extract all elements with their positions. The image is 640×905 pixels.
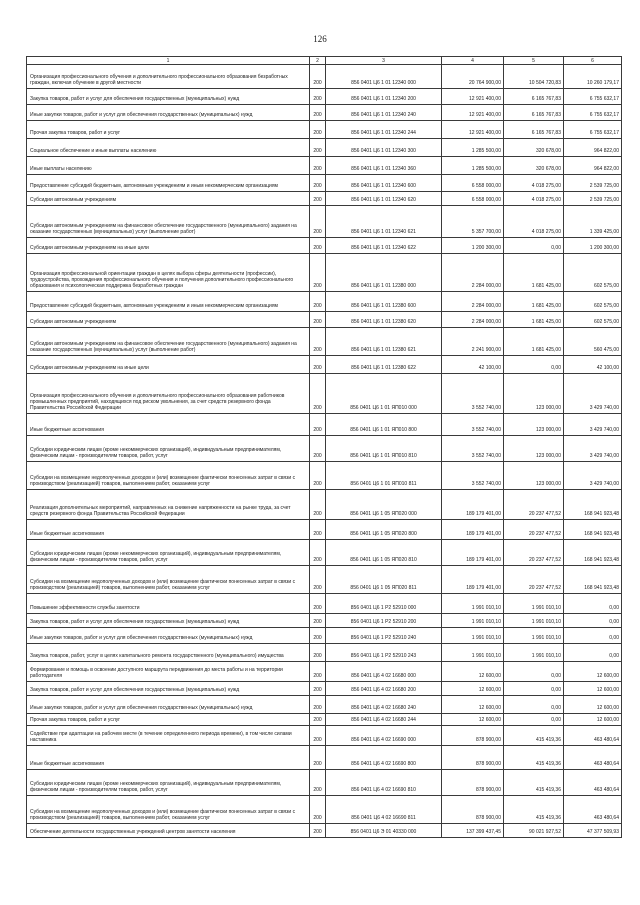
row-value-4-cell: 189 179 401,00 [442, 490, 504, 520]
table-row [27, 566, 622, 594]
row-value-4-cell: 878 900,00 [442, 746, 504, 770]
row-code-cell: 856 0401 Ц6 1 Р2 52910 000 [326, 594, 442, 614]
row-value-5-cell: 415 419,36 [504, 796, 564, 824]
row-column-2-cell: 200 [310, 770, 326, 796]
table-row [27, 157, 622, 175]
row-value-4-cell: 137 399 437,45 [442, 824, 504, 838]
row-column-2-cell: 200 [310, 644, 326, 662]
row-value-5-cell: 0,00 [504, 714, 564, 726]
header-cell-6: 6 [564, 57, 622, 65]
row-value-4-cell: 2 284 000,00 [442, 254, 504, 292]
row-value-6-cell: 463 480,64 [564, 770, 622, 796]
row-value-4-cell: 20 764 900,00 [442, 65, 504, 89]
row-value-6-cell: 168 941 923,48 [564, 540, 622, 566]
row-value-5-cell: 20 237 477,52 [504, 540, 564, 566]
row-name-cell: Субсидии автономным учреждениям на иные цели [27, 238, 310, 254]
row-value-4-cell: 3 552 740,00 [442, 462, 504, 490]
row-value-4-cell: 12 921 400,00 [442, 89, 504, 105]
row-value-5-cell: 123 000,00 [504, 414, 564, 436]
table-row [27, 696, 622, 714]
row-value-4-cell: 12 600,00 [442, 662, 504, 682]
table-row [27, 614, 622, 628]
row-value-6-cell: 47 377 509,93 [564, 824, 622, 838]
table-row [27, 139, 622, 157]
row-value-5-cell: 415 419,36 [504, 726, 564, 746]
row-value-6-cell: 168 941 923,48 [564, 490, 622, 520]
row-code-cell: 856 0401 Ц6 1 01 12340 620 [326, 192, 442, 206]
page-number: 126 [313, 34, 327, 44]
table-row [27, 796, 622, 824]
row-value-4-cell: 2 284 000,00 [442, 292, 504, 312]
row-value-4-cell: 189 179 401,00 [442, 566, 504, 594]
row-name-cell: Формирование и помощь в освоении доступного маршрута передвижения до места работы и на территории работодателя [27, 662, 310, 682]
row-code-cell: 856 0401 Ц6 1 01 12340 240 [326, 105, 442, 121]
table-row [27, 312, 622, 328]
row-value-5-cell: 20 237 477,52 [504, 490, 564, 520]
row-value-4-cell: 878 900,00 [442, 770, 504, 796]
row-code-cell: 856 0401 Ц6 1 05 ЯП020 810 [326, 540, 442, 566]
table-row [27, 436, 622, 462]
table-row [27, 65, 622, 89]
table-row [27, 462, 622, 490]
row-code-cell: 856 0401 Ц6 4 02 16690 800 [326, 746, 442, 770]
row-value-4-cell: 3 552 740,00 [442, 374, 504, 414]
table-row [27, 414, 622, 436]
row-value-6-cell: 12 600,00 [564, 682, 622, 696]
row-value-6-cell: 2 539 725,00 [564, 192, 622, 206]
header-cell-3: 3 [326, 57, 442, 65]
row-code-cell: 856 0401 Ц6 4 02 16680 240 [326, 696, 442, 714]
row-value-6-cell: 6 755 632,17 [564, 89, 622, 105]
row-column-2-cell: 200 [310, 746, 326, 770]
row-column-2-cell: 200 [310, 105, 326, 121]
row-column-2-cell: 200 [310, 566, 326, 594]
table-row [27, 824, 622, 838]
row-column-2-cell: 200 [310, 714, 326, 726]
table-row [27, 628, 622, 644]
table-row [27, 746, 622, 770]
row-code-cell: 856 0401 Ц6 1 01 ЯП010 800 [326, 414, 442, 436]
row-value-6-cell: 0,00 [564, 644, 622, 662]
row-code-cell: 856 0401 Ц6 1 01 12340 244 [326, 121, 442, 139]
row-value-6-cell: 3 429 740,00 [564, 374, 622, 414]
row-column-2-cell: 200 [310, 121, 326, 139]
row-column-2-cell: 200 [310, 89, 326, 105]
row-value-6-cell: 168 941 923,48 [564, 566, 622, 594]
row-name-cell: Содействие при адаптации на рабочем месте (в течение определенного периода времени), в том числе силами наставника [27, 726, 310, 746]
row-code-cell: 856 0401 Ц6 4 02 16680 200 [326, 682, 442, 696]
row-value-5-cell: 123 000,00 [504, 374, 564, 414]
row-column-2-cell: 200 [310, 139, 326, 157]
row-value-6-cell: 42 100,00 [564, 356, 622, 374]
header-cell-1: 1 [27, 57, 310, 65]
table-row [27, 682, 622, 696]
row-column-2-cell: 200 [310, 328, 326, 356]
table-header-row [27, 57, 622, 65]
row-value-5-cell: 320 678,00 [504, 139, 564, 157]
table-row [27, 89, 622, 105]
row-value-4-cell: 5 357 700,00 [442, 206, 504, 238]
row-code-cell: 856 0401 Ц6 1 01 12340 600 [326, 175, 442, 192]
table-row [27, 356, 622, 374]
table-row [27, 520, 622, 540]
row-name-cell: Прочая закупка товаров, работ и услуг [27, 714, 310, 726]
table-row [27, 594, 622, 614]
table-row [27, 105, 622, 121]
row-value-5-cell: 0,00 [504, 696, 564, 714]
row-column-2-cell: 200 [310, 614, 326, 628]
row-value-6-cell: 3 429 740,00 [564, 462, 622, 490]
row-column-2-cell: 200 [310, 157, 326, 175]
row-value-6-cell: 0,00 [564, 594, 622, 614]
row-value-6-cell: 12 600,00 [564, 696, 622, 714]
row-value-4-cell: 1 285 500,00 [442, 139, 504, 157]
row-code-cell: 856 0401 Ц6 1 01 12340 621 [326, 206, 442, 238]
row-code-cell: 856 0401 Ц6 4 02 16690 000 [326, 726, 442, 746]
table-row [27, 540, 622, 566]
row-value-4-cell: 1 991 010,10 [442, 644, 504, 662]
row-code-cell: 856 0401 Ц6 1 01 ЯП010 810 [326, 436, 442, 462]
row-code-cell: 856 0401 Ц6 1 01 12380 620 [326, 312, 442, 328]
row-code-cell: 856 0401 Ц6 1 01 12340 200 [326, 89, 442, 105]
table-row [27, 726, 622, 746]
row-value-6-cell: 12 600,00 [564, 714, 622, 726]
row-value-4-cell: 189 179 401,00 [442, 520, 504, 540]
row-column-2-cell: 200 [310, 520, 326, 540]
row-value-5-cell: 1 991 010,10 [504, 614, 564, 628]
table-row [27, 238, 622, 254]
row-name-cell: Субсидии юридическим лицам (кроме некоммерческих организаций), индивидуальным предпринимателям, физическим лицам - производителям товаров, работ, услуг [27, 770, 310, 796]
row-value-4-cell: 1 991 010,10 [442, 614, 504, 628]
row-value-4-cell: 2 284 000,00 [442, 312, 504, 328]
row-value-4-cell: 12 600,00 [442, 682, 504, 696]
row-value-5-cell: 6 165 767,83 [504, 105, 564, 121]
row-code-cell: 856 0401 Ц6 1 05 ЯП020 800 [326, 520, 442, 540]
row-value-6-cell: 463 480,64 [564, 726, 622, 746]
table-row [27, 121, 622, 139]
row-value-5-cell: 415 419,36 [504, 746, 564, 770]
row-column-2-cell: 200 [310, 682, 326, 696]
row-value-6-cell: 0,00 [564, 614, 622, 628]
row-code-cell: 856 0401 Ц6 1 01 ЯП010 811 [326, 462, 442, 490]
row-value-5-cell: 10 504 720,83 [504, 65, 564, 89]
row-column-2-cell: 200 [310, 824, 326, 838]
row-value-5-cell: 1 681 425,00 [504, 292, 564, 312]
row-value-4-cell: 12 600,00 [442, 696, 504, 714]
row-value-6-cell: 1 200 300,00 [564, 238, 622, 254]
row-code-cell: 856 0401 Ц6 1 01 12340 360 [326, 157, 442, 175]
row-value-5-cell: 4 018 275,00 [504, 192, 564, 206]
row-value-5-cell: 0,00 [504, 662, 564, 682]
row-column-2-cell: 200 [310, 254, 326, 292]
row-name-cell: Субсидии автономным учреждениям на иные цели [27, 356, 310, 374]
row-value-5-cell: 123 000,00 [504, 436, 564, 462]
row-column-2-cell: 200 [310, 628, 326, 644]
row-value-5-cell: 320 678,00 [504, 157, 564, 175]
row-value-4-cell: 1 991 010,10 [442, 628, 504, 644]
row-value-6-cell: 6 755 632,17 [564, 105, 622, 121]
row-column-2-cell: 200 [310, 726, 326, 746]
row-value-6-cell: 12 600,00 [564, 662, 622, 682]
row-value-6-cell: 168 941 923,48 [564, 520, 622, 540]
row-column-2-cell: 200 [310, 414, 326, 436]
row-column-2-cell: 200 [310, 175, 326, 192]
row-name-cell: Иные бюджетные ассигнования [27, 520, 310, 540]
row-column-2-cell: 200 [310, 356, 326, 374]
row-name-cell: Организация профессионального обучения и дополнительного профессионального образования работников промышленных предприятий, находящихся под риском увольнения, за счет средств резервного фонда Правительства Российской Федерации [27, 374, 310, 414]
row-code-cell: 856 0401 Ц6 4 02 16690 811 [326, 796, 442, 824]
row-column-2-cell: 200 [310, 462, 326, 490]
table-row [27, 192, 622, 206]
row-name-cell: Закупка товаров, работ и услуг для обеспечения государственных (муниципальных) нужд [27, 89, 310, 105]
row-value-4-cell: 6 558 000,00 [442, 192, 504, 206]
table-row [27, 490, 622, 520]
row-code-cell: 856 0401 Ц6 1 05 ЯП020 000 [326, 490, 442, 520]
row-column-2-cell: 200 [310, 696, 326, 714]
row-value-6-cell: 10 260 179,17 [564, 65, 622, 89]
row-value-4-cell: 12 921 400,00 [442, 105, 504, 121]
row-code-cell: 856 0401 Ц6 1 Р2 52910 240 [326, 628, 442, 644]
budget-table [26, 56, 622, 838]
row-name-cell: Иные закупки товаров, работ и услуг для обеспечения государственных (муниципальных) нужд [27, 696, 310, 714]
row-code-cell: 856 0401 Ц6 4 02 16680 000 [326, 662, 442, 682]
row-name-cell: Обеспечение деятельности государственных учреждений центров занятости населения [27, 824, 310, 838]
row-value-5-cell: 1 681 425,00 [504, 312, 564, 328]
row-column-2-cell: 200 [310, 540, 326, 566]
table-row [27, 662, 622, 682]
row-name-cell: Субсидии на возмещение недополученных доходов и (или) возмещение фактически понесенных затрат в связи с производством (реализацией) товаров, выполнением работ, оказанием услуг [27, 566, 310, 594]
row-value-4-cell: 1 285 500,00 [442, 157, 504, 175]
row-name-cell: Закупка товаров, работ и услуг для обеспечения государственных (муниципальных) нужд [27, 682, 310, 696]
row-name-cell: Иные закупки товаров, работ и услуг для обеспечения государственных (муниципальных) нужд [27, 105, 310, 121]
row-name-cell: Предоставление субсидий бюджетным, автономным учреждениям и иным некоммерческим организациям [27, 292, 310, 312]
row-value-5-cell: 4 018 275,00 [504, 206, 564, 238]
row-code-cell: 856 0401 Ц6 1 05 ЯП020 811 [326, 566, 442, 594]
table-row [27, 770, 622, 796]
row-column-2-cell: 200 [310, 292, 326, 312]
row-value-4-cell: 878 900,00 [442, 726, 504, 746]
row-column-2-cell: 200 [310, 238, 326, 254]
row-value-6-cell: 6 755 632,17 [564, 121, 622, 139]
table-row [27, 175, 622, 192]
table-row [27, 644, 622, 662]
row-name-cell: Субсидии на возмещение недополученных доходов и (или) возмещение фактически понесенных затрат в связи с производством (реализацией) товаров, выполнением работ, оказанием услуг [27, 796, 310, 824]
row-value-5-cell: 0,00 [504, 356, 564, 374]
row-code-cell: 856 0401 Ц6 1 01 12380 600 [326, 292, 442, 312]
row-value-4-cell: 878 900,00 [442, 796, 504, 824]
row-value-4-cell: 189 179 401,00 [442, 540, 504, 566]
row-value-4-cell: 1 991 010,10 [442, 594, 504, 614]
row-value-6-cell: 964 822,00 [564, 157, 622, 175]
row-value-5-cell: 20 237 477,52 [504, 520, 564, 540]
row-value-4-cell: 3 552 740,00 [442, 414, 504, 436]
row-name-cell: Предоставление субсидий бюджетным, автономным учреждениям и иным некоммерческим организациям [27, 175, 310, 192]
row-value-5-cell: 0,00 [504, 682, 564, 696]
table-row [27, 254, 622, 292]
row-value-4-cell: 3 552 740,00 [442, 436, 504, 462]
table-row [27, 714, 622, 726]
header-cell-4: 4 [442, 57, 504, 65]
row-value-6-cell: 602 575,00 [564, 254, 622, 292]
row-code-cell: 856 0401 Ц6 1 01 12380 621 [326, 328, 442, 356]
row-name-cell: Организация профессиональной ориентации граждан в целях выбора сферы деятельности (профессии), трудоустройства, прохождения профессионального обучения и получения дополнительного профессионального образования и психологическая поддержка безработных граждан [27, 254, 310, 292]
row-name-cell: Организация профессионального обучения и дополнительного профессионального образования безработных граждан, включая обучение в другой местности [27, 65, 310, 89]
row-value-4-cell: 1 200 300,00 [442, 238, 504, 254]
row-name-cell: Субсидии автономным учреждениям [27, 312, 310, 328]
row-name-cell: Субсидии юридическим лицам (кроме некоммерческих организаций), индивидуальным предпринимателям, физическим лицам - производителям товаров, работ, услуг [27, 540, 310, 566]
row-value-5-cell: 4 018 275,00 [504, 175, 564, 192]
row-value-4-cell: 2 241 900,00 [442, 328, 504, 356]
row-value-6-cell: 2 539 725,00 [564, 175, 622, 192]
row-value-6-cell: 964 822,00 [564, 139, 622, 157]
row-name-cell: Закупка товаров, работ, услуг в целях капитального ремонта государственного (муниципального) имущества [27, 644, 310, 662]
row-value-5-cell: 1 681 425,00 [504, 254, 564, 292]
row-code-cell: 856 0401 Ц6 4 02 16690 810 [326, 770, 442, 796]
row-name-cell: Реализация дополнительных мероприятий, направленных на снижение напряженности на рынке труда, за счет средств резервного фонда Правительства Российской Федерации [27, 490, 310, 520]
row-code-cell: 856 0401 Ц6 1 Р2 52910 200 [326, 614, 442, 628]
row-name-cell: Иные закупки товаров, работ и услуг для обеспечения государственных (муниципальных) нужд [27, 628, 310, 644]
row-value-6-cell: 0,00 [564, 628, 622, 644]
row-value-6-cell: 1 339 425,00 [564, 206, 622, 238]
row-value-5-cell: 6 165 767,83 [504, 89, 564, 105]
header-cell-5: 5 [504, 57, 564, 65]
row-code-cell: 856 0401 Ц6 Э 01 40330 000 [326, 824, 442, 838]
row-column-2-cell: 200 [310, 490, 326, 520]
row-column-2-cell: 200 [310, 594, 326, 614]
row-name-cell: Социальное обеспечение и иные выплаты населению [27, 139, 310, 157]
row-value-6-cell: 560 475,00 [564, 328, 622, 356]
table-row [27, 374, 622, 414]
row-name-cell: Субсидии автономным учреждениям на финансовое обеспечение государственного (муниципального) задания на оказание государственных (муниципальных) услуг (выполнение работ) [27, 206, 310, 238]
row-code-cell: 856 0401 Ц6 1 Р2 52910 243 [326, 644, 442, 662]
row-code-cell: 856 0401 Ц6 1 01 12340 622 [326, 238, 442, 254]
row-name-cell: Иные выплаты населению [27, 157, 310, 175]
table-body [27, 65, 622, 838]
table-row [27, 206, 622, 238]
row-column-2-cell: 200 [310, 374, 326, 414]
row-column-2-cell: 200 [310, 192, 326, 206]
row-name-cell: Иные бюджетные ассигнования [27, 414, 310, 436]
row-name-cell: Иные бюджетные ассигнования [27, 746, 310, 770]
row-column-2-cell: 200 [310, 436, 326, 462]
row-code-cell: 856 0401 Ц6 1 01 12340 300 [326, 139, 442, 157]
header-cell-2: 2 [310, 57, 326, 65]
row-value-5-cell: 415 419,36 [504, 770, 564, 796]
row-name-cell: Субсидии автономным учреждениям на финансовое обеспечение государственного (муниципального) задания на оказание государственных (муниципальных) услуг (выполнение работ) [27, 328, 310, 356]
row-value-6-cell: 3 429 740,00 [564, 436, 622, 462]
row-column-2-cell: 200 [310, 206, 326, 238]
row-column-2-cell: 200 [310, 796, 326, 824]
row-name-cell: Субсидии автономным учреждениям [27, 192, 310, 206]
row-name-cell: Субсидии на возмещение недополученных доходов и (или) возмещение фактически понесенных затрат в связи с производством (реализацией) товаров, выполнением работ, оказанием услуг [27, 462, 310, 490]
row-value-6-cell: 602 575,00 [564, 312, 622, 328]
row-value-5-cell: 0,00 [504, 238, 564, 254]
row-column-2-cell: 200 [310, 662, 326, 682]
row-value-4-cell: 12 600,00 [442, 714, 504, 726]
row-value-6-cell: 3 429 740,00 [564, 414, 622, 436]
row-name-cell: Повышение эффективности службы занятости [27, 594, 310, 614]
row-value-4-cell: 12 921 400,00 [442, 121, 504, 139]
row-value-5-cell: 1 991 010,10 [504, 644, 564, 662]
row-column-2-cell: 200 [310, 312, 326, 328]
row-code-cell: 856 0401 Ц6 1 01 ЯП010 000 [326, 374, 442, 414]
row-value-6-cell: 463 480,64 [564, 796, 622, 824]
row-value-6-cell: 602 575,00 [564, 292, 622, 312]
table-row [27, 328, 622, 356]
row-code-cell: 856 0401 Ц6 4 02 16680 244 [326, 714, 442, 726]
row-value-4-cell: 42 100,00 [442, 356, 504, 374]
row-value-5-cell: 123 000,00 [504, 462, 564, 490]
row-value-5-cell: 1 991 010,10 [504, 594, 564, 614]
row-value-5-cell: 20 237 477,52 [504, 566, 564, 594]
row-name-cell: Субсидии юридическим лицам (кроме некоммерческих организаций), индивидуальным предпринимателям, физическим лицам - производителям товаров, работ, услуг [27, 436, 310, 462]
row-value-4-cell: 6 558 000,00 [442, 175, 504, 192]
row-value-5-cell: 1 991 010,10 [504, 628, 564, 644]
row-code-cell: 856 0401 Ц6 1 01 12340 000 [326, 65, 442, 89]
row-value-5-cell: 90 021 927,52 [504, 824, 564, 838]
row-name-cell: Закупка товаров, работ и услуг для обеспечения государственных (муниципальных) нужд [27, 614, 310, 628]
table-row [27, 292, 622, 312]
row-value-6-cell: 463 480,64 [564, 746, 622, 770]
row-code-cell: 856 0401 Ц6 1 01 12380 622 [326, 356, 442, 374]
row-name-cell: Прочая закупка товаров, работ и услуг [27, 121, 310, 139]
row-code-cell: 856 0401 Ц6 1 01 12380 000 [326, 254, 442, 292]
row-value-5-cell: 6 165 767,83 [504, 121, 564, 139]
row-value-5-cell: 1 681 425,00 [504, 328, 564, 356]
row-column-2-cell: 200 [310, 65, 326, 89]
